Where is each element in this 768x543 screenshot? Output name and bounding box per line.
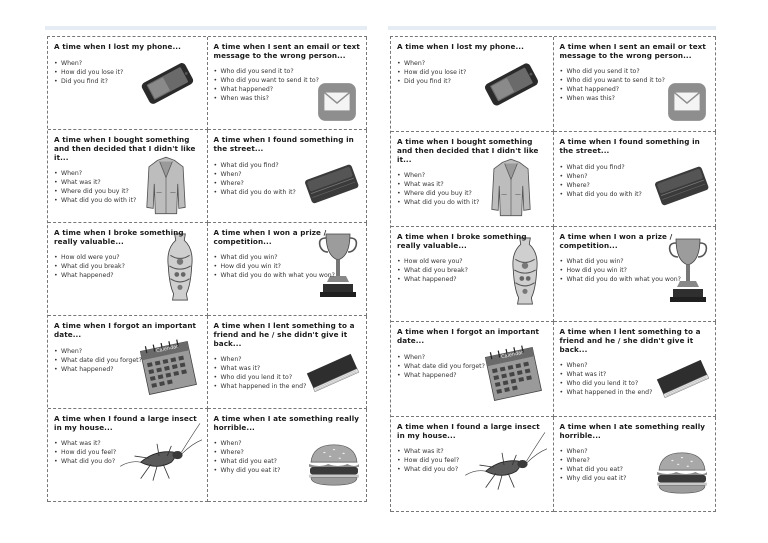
question: • Where? [560,457,711,466]
question: • How did you feel? [54,449,202,458]
card-ate-horrible [208,409,368,502]
card-title: A time when I broke something really valuable... [397,232,527,250]
calendar-label: Calendar [155,343,179,355]
question: • What was it? [214,365,362,374]
question-list [560,448,711,484]
question: • What did you do with it? [54,197,202,206]
question: • What did you eat? [214,458,362,467]
question: • How did you feel? [397,457,548,466]
card-large-insect [48,409,208,502]
question: • How old were you? [54,254,202,263]
question: • What happened in the end? [560,389,711,398]
question-list [54,440,202,467]
worksheet-page-left [45,26,367,502]
question: • When? [54,170,202,179]
card-lent-friend [554,322,717,417]
question: • When? [397,354,548,363]
card-large-insect [391,417,554,512]
card-grid [47,36,367,502]
question: • What happened? [54,272,202,281]
question-list [560,68,711,104]
question: • What did you win? [214,254,362,263]
question: • When was this? [214,95,362,104]
question: • What happened? [397,276,548,285]
question: • Who did you want to send it to? [560,77,711,86]
question: • How old were you? [397,258,548,267]
card-broke-valuable [391,227,554,322]
card-title: A time when I found a large insect in my house... [397,422,540,440]
question-list [560,258,711,285]
question: • Where? [214,180,362,189]
question: • What did you break? [54,263,202,272]
question: • Who did you lend it to? [214,374,362,383]
question: • Where did you buy it? [54,188,202,197]
question: • What happened? [214,86,362,95]
question: • What was it? [54,179,202,188]
question: • How did you win it? [560,267,711,276]
question-list [214,440,362,476]
worksheet-page-right [388,26,716,512]
card-title: A time when I bought something and then decided that I didn't like it... [397,137,539,164]
question: • Who did you send it to? [214,68,362,77]
question: • Where? [560,182,711,191]
card-forgot-date [48,316,208,409]
card-bought-disliked [48,130,208,223]
card-grid [390,36,716,512]
question: • Why did you eat it? [214,467,362,476]
card-title: A time when I forgot an important date... [397,327,540,345]
question-list [214,254,362,281]
card-title: A time when I lent something to a friend and he / she didn't give it back... [559,327,701,354]
question: • How did you lose it? [54,69,202,78]
question: • What did you eat? [560,466,711,475]
question: • When? [560,448,711,457]
question: • Did you find it? [397,78,548,87]
question: • What did you do? [54,458,202,467]
card-title: A time when I forgot an important date... [54,321,197,339]
question-list [214,162,362,198]
card-title: A time when I lost my phone... [397,42,524,51]
question: • What date did you forget? [54,357,202,366]
question: • When? [54,348,202,357]
card-title: A time when I sent an email or text message to the wrong person... [213,42,360,60]
question: • What was it? [560,371,711,380]
question: • What did you do with what you won? [214,272,362,281]
question: • What did you do with it? [397,199,548,208]
card-lent-friend [208,316,368,409]
question: • What did you do? [397,466,548,475]
question: • What happened? [54,366,202,375]
card-wrong-message [554,37,717,132]
question-list [397,258,548,285]
question: • Who did you want to send it to? [214,77,362,86]
question: • What did you find? [214,162,362,171]
question-list [54,254,202,281]
question-list [397,172,548,208]
question: • Why did you eat it? [560,475,711,484]
question: • When? [397,60,548,69]
question: • What did you win? [560,258,711,267]
card-found-street [208,130,368,223]
question: • Did you find it? [54,78,202,87]
calendar-label: Calendar [500,349,524,361]
card-title: A time when I bought something and then decided that I didn't like it... [54,135,196,162]
card-title: A time when I won a prize / competition... [559,232,673,250]
question: • What did you break? [397,267,548,276]
card-title: A time when I ate something really horrible... [213,414,360,432]
card-title: A time when I broke something really valuable... [54,228,184,246]
question: • What was it? [397,181,548,190]
card-title: A time when I found something in the street... [559,137,700,155]
question: • When? [214,440,362,449]
question: • When was this? [560,95,711,104]
card-title: A time when I won a prize / competition... [213,228,327,246]
question: • What happened? [397,372,548,381]
question-list [214,68,362,104]
question: • When? [560,362,711,371]
question: • When? [214,356,362,365]
card-title: A time when I found a large insect in my house... [54,414,197,432]
question: • Where did you buy it? [397,190,548,199]
question: • What was it? [397,448,548,457]
question: • What did you do with it? [560,191,711,200]
question-list [214,356,362,392]
card-bought-disliked [391,132,554,227]
question: • Who did you lend it to? [560,380,711,389]
card-lost-phone [391,37,554,132]
question: • How did you lose it? [397,69,548,78]
question: • What happened? [560,86,711,95]
question: • When? [397,172,548,181]
question: • What happened in the end? [214,383,362,392]
question: • Who did you send it to? [560,68,711,77]
card-wrong-message [208,37,368,130]
card-title: A time when I lost my phone... [54,42,181,51]
question: • What did you do with what you won? [560,276,711,285]
card-ate-horrible [554,417,717,512]
question: • When? [214,171,362,180]
card-title: A time when I ate something really horrible... [559,422,706,440]
card-found-street [554,132,717,227]
question-list [397,60,548,87]
card-title: A time when I sent an email or text message to the wrong person... [559,42,706,60]
card-forgot-date [391,322,554,417]
question: • When? [560,173,711,182]
card-broke-valuable [48,223,208,316]
question: • What did you find? [560,164,711,173]
question: • What did you do with it? [214,189,362,198]
question-list [397,448,548,475]
card-won-prize [554,227,717,322]
question: • Where? [214,449,362,458]
question-list [54,170,202,206]
card-title: A time when I lent something to a friend and he / she didn't give it back... [213,321,355,348]
question: • How did you win it? [214,263,362,272]
question: • What date did you forget? [397,363,548,372]
card-lost-phone [48,37,208,130]
question-list [397,354,548,381]
card-won-prize [208,223,368,316]
question-list [560,362,711,398]
question: • What was it? [54,440,202,449]
question-list [54,60,202,87]
question: • When? [54,60,202,69]
question-list [54,348,202,375]
question-list [560,164,711,200]
card-title: A time when I found something in the street... [213,135,354,153]
